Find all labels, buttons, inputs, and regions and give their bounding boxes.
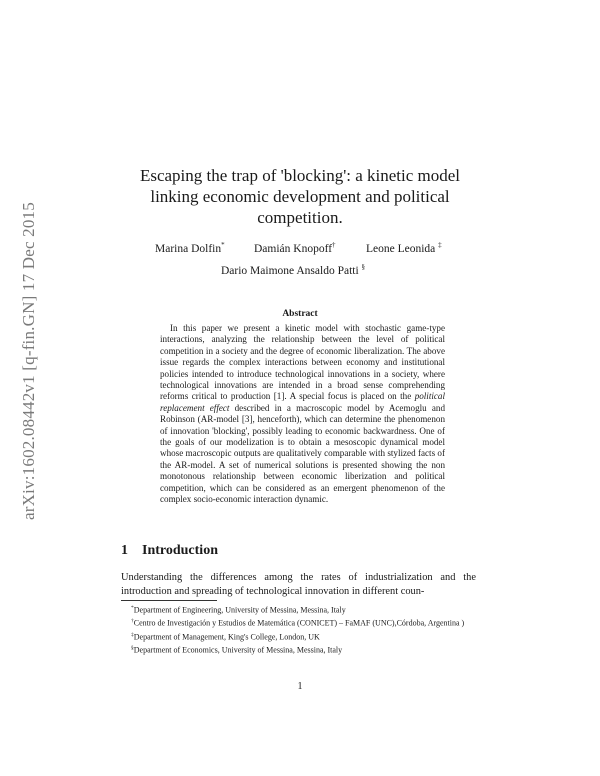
author-name: Dario Maimone Ansaldo Patti xyxy=(221,264,359,277)
footnote-mark: § xyxy=(131,644,134,651)
author-name: Marina Dolfin xyxy=(155,242,222,255)
footnotes xyxy=(121,603,476,656)
footnote-mark: † xyxy=(131,618,134,625)
footnote-2 xyxy=(121,616,476,629)
section-number: 1 xyxy=(121,543,128,558)
footnote-text: Department of Engineering, University of Messina, Messina, Italy xyxy=(133,605,346,615)
author-4 xyxy=(221,263,365,277)
author-name: Leone Leonida xyxy=(366,242,436,255)
footnote-divider xyxy=(121,600,217,601)
arxiv-identifier-stamp xyxy=(14,176,44,546)
arxiv-identifier-text: arXiv:1602.08442v1 [q-fin.GN] 17 Dec 2015 xyxy=(19,202,39,520)
footnote-4 xyxy=(121,643,476,656)
author-affiliation-mark: ‡ xyxy=(438,241,442,249)
abstract-text xyxy=(160,323,445,506)
introduction-paragraph: Understanding the differences among the rates of industrialization and the introduction and spreading of technological innovation in different coun- xyxy=(121,572,476,597)
page-number: 1 xyxy=(297,681,303,692)
author-2 xyxy=(254,241,336,255)
footnote-mark: ‡ xyxy=(131,631,134,638)
abstract-text-part: In this paper we present a kinetic model with stochastic game-type interactions, analyzing the relationship between the level of political competition in a society and the degree of economic liberalization. The above issue regards the complex interactions between economy and institutional policies intended to introduce technological innovations in a society, where technological innovations are intended in a broad sense comprehending reforms critical to production [1]. A special focus is placed on the xyxy=(160,323,445,402)
footnote-text: Department of Economics, University of Messina, Messina, Italy xyxy=(133,645,343,655)
author-name: Damián Knopoff xyxy=(254,242,333,255)
author-affiliation-mark: § xyxy=(361,263,366,271)
footnote-text: Centro de Investigación y Estudios de Matemática (CONICET) – FaMAF (UNC),Córdoba, Argentina ) xyxy=(133,618,465,628)
author-1 xyxy=(155,241,225,255)
abstract-text-part: described in a macroscopic model by Acemoglu and Robinson (AR-model [3], henceforth), which can determine the phenomenon of innovation 'blocking', possibly leading to economic backwardness. One of the goals of our modelization is to obtain a mesoscopic dynamical model whose macroscopic outputs are qualitatively comparable with stylized facts of the AR-model. A set of numerical solutions is presented showing the non monotonous relationship between economic liberization and political competition, which can be considered as an emergent phenomenon of the complex socio-economic interaction dynamic. xyxy=(160,402,445,505)
abstract-emphasis: political replacement effect xyxy=(160,391,445,413)
section-title: Introduction xyxy=(142,543,218,558)
section-heading xyxy=(121,543,218,559)
footnote-3 xyxy=(121,630,476,643)
author-affiliation-mark: * xyxy=(221,241,225,249)
author-3 xyxy=(366,241,442,255)
abstract-heading: Abstract xyxy=(282,309,318,319)
author-affiliation-mark: † xyxy=(332,241,336,249)
paper-title: Escaping the trap of 'blocking': a kinetic model linking economic development and political competition. xyxy=(139,166,461,227)
footnote-1 xyxy=(121,603,476,616)
footnote-text: Department of Management, King's College, London, UK xyxy=(133,632,320,642)
footnote-mark: * xyxy=(131,605,134,611)
